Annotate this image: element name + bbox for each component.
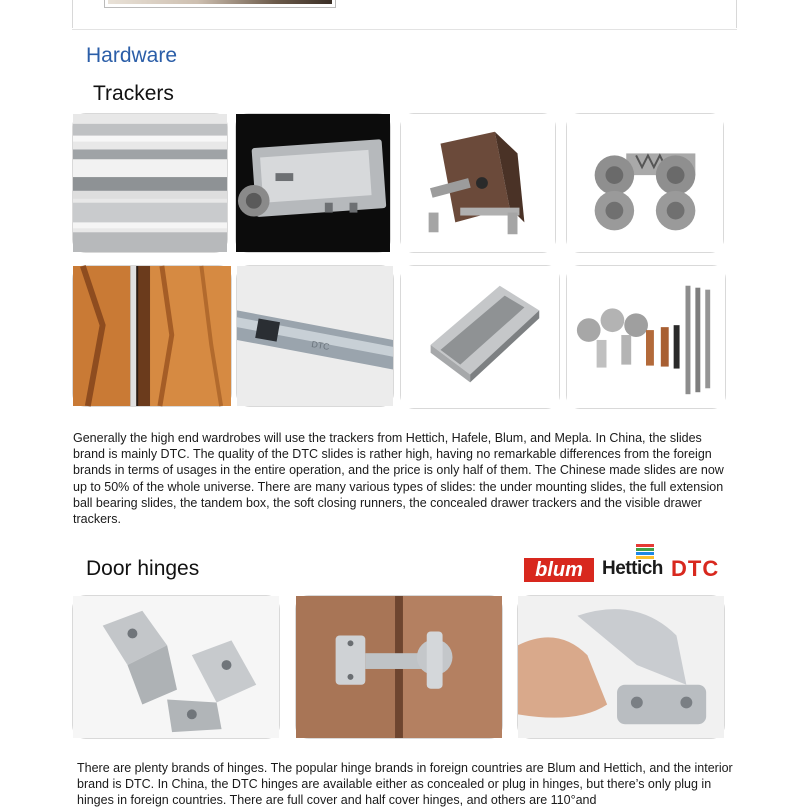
wheel-roller-image [566, 113, 724, 253]
previous-image-thumbnail [104, 0, 336, 8]
dtc-logo: DTC [671, 556, 720, 581]
aluminium-profile-image [72, 113, 228, 253]
hinge-mounted-image [295, 595, 503, 739]
hinges-description: There are plenty brands of hinges. The popular hinge brands in foreign countries are Blum and Hettich, and the interior brand is DTC. In China, the DTC hinges are available either as concealed or plug in hinges, but there’s only plug in hinges in foreign countries. There are full cover and half cover hinges, and others are 110°and [77, 761, 733, 808]
ball-bearing-slide-image [236, 265, 394, 407]
hinge-in-hand-image [517, 595, 725, 739]
svg-text:DTC: DTC [310, 338, 331, 352]
hettich-logo: Hettich [602, 558, 663, 579]
trackers-title: Trackers [93, 82, 174, 105]
u-channel-track-image [400, 265, 560, 409]
blum-logo: blum [524, 558, 594, 582]
brand-logos [524, 544, 724, 584]
section-divider [72, 29, 737, 30]
trackers-description: Generally the high end wardrobes will use the trackers from Hettich, Hafele, Blum, and Mepla. In China, the slides brand is mainly DTC. The quality of the DTC slides is rather high, having no remarkable differences from the foreign brands in terms of usages in the entire operation, and the price is only half of them. The Chinese made slides are now up to 50% of the whole universe. There are many various types of slides: the under mounting slides, the full extension ball bearing slides, the tandem box, the soft closing runners, the concealed drawer trackers and the visible drawer trackers. [73, 431, 724, 527]
door-hinges-title: Door hinges [86, 557, 200, 580]
cam-lock-fittings-image [566, 265, 726, 409]
hinge-pair-image [72, 595, 280, 739]
wooden-panel-track-image [72, 265, 232, 407]
roller-carriage-image [235, 113, 391, 253]
door-roller-bracket-image [400, 113, 556, 253]
section-title: Hardware [86, 44, 178, 67]
